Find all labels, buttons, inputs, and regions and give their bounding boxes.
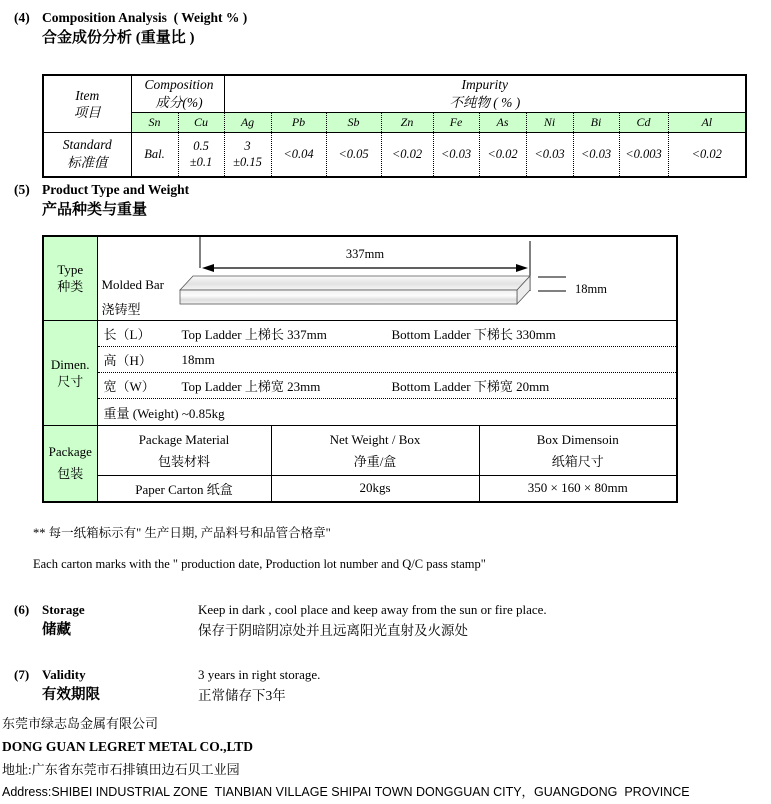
net-weight-header-en: Net Weight / Box bbox=[329, 431, 421, 447]
value-cell-cd: <0.003 bbox=[619, 133, 668, 177]
composition-header-cell bbox=[131, 75, 224, 113]
package-material-value: Paper Carton 纸盒 bbox=[97, 476, 271, 502]
package-material-header-en: Package Material bbox=[138, 431, 230, 447]
dimen-width-top: Top Ladder 上梯宽 23mm bbox=[181, 379, 321, 394]
validity-label bbox=[42, 665, 198, 706]
package-label-en: Package bbox=[48, 444, 92, 460]
dimen-length-label: 长（L） bbox=[103, 327, 151, 342]
section-4-title-en: Composition Analysis ( Weight % ) bbox=[42, 10, 248, 25]
value-cell-ni: <0.03 bbox=[526, 133, 573, 177]
storage-label-en: Storage bbox=[42, 601, 85, 617]
net-weight-header bbox=[271, 426, 479, 476]
value-cell-bi: <0.03 bbox=[573, 133, 619, 177]
dimen-height-label: 高（H） bbox=[103, 353, 152, 368]
section-7-validity bbox=[14, 665, 771, 706]
section-6-storage bbox=[14, 600, 771, 641]
type-name-en: Molded Bar bbox=[101, 276, 164, 292]
company-name-zh: 东莞市绿志岛金属有限公司 bbox=[2, 715, 159, 731]
standard-values-row bbox=[43, 133, 746, 177]
dimen-length-top: Top Ladder 上梯长 337mm bbox=[181, 327, 327, 342]
package-material-header bbox=[97, 426, 271, 476]
section-4-title-zh: 合金成份分析 (重量比 ) bbox=[42, 30, 195, 46]
composition-table bbox=[42, 74, 747, 178]
item-header-zh: 项目 bbox=[73, 105, 101, 120]
element-cell-cu: Cu bbox=[178, 113, 224, 133]
validity-label-zh: 有效期限 bbox=[42, 686, 100, 703]
company-footer bbox=[2, 712, 771, 804]
element-cell-ni: Ni bbox=[526, 113, 573, 133]
impurity-header-en: Impurity bbox=[461, 77, 509, 92]
dimen-length-row bbox=[98, 321, 677, 347]
molded-bar-diagram bbox=[98, 237, 676, 320]
section-5-number: (5) bbox=[14, 181, 30, 197]
dimen-weight-text: 重量 (Weight) ~0.85kg bbox=[103, 405, 225, 421]
dimen-content-cell bbox=[97, 321, 677, 426]
element-cell-as: As bbox=[479, 113, 526, 133]
standard-label-zh: 标准值 bbox=[67, 155, 108, 171]
element-cell-zn: Zn bbox=[381, 113, 433, 133]
package-material-header-zh: 包装材料 bbox=[157, 453, 210, 469]
validity-text bbox=[198, 665, 320, 706]
dim-height-label: 18mm bbox=[575, 281, 607, 296]
storage-text bbox=[198, 600, 547, 641]
section-4-header bbox=[14, 8, 771, 49]
dim-arrowhead-left bbox=[202, 264, 214, 272]
element-cell-cd: Cd bbox=[619, 113, 668, 133]
element-cell-pb: Pb bbox=[271, 113, 326, 133]
dimen-width-row bbox=[98, 373, 677, 399]
value-cell-cu: 0.5 ±0.1 bbox=[178, 133, 224, 177]
section-7-number: (7) bbox=[14, 666, 30, 682]
impurity-header-cell bbox=[224, 75, 746, 113]
type-name-zh: 浇铸型 bbox=[101, 301, 141, 317]
composition-header-en: Composition bbox=[144, 77, 214, 92]
standard-label-cell bbox=[43, 133, 131, 177]
dimen-height-row bbox=[98, 347, 677, 373]
company-address-zh: 地址:广东省东莞市石排镇田边石贝工业园 bbox=[2, 761, 240, 777]
storage-label-zh: 储藏 bbox=[42, 621, 71, 638]
dimen-width-bottom: Bottom Ladder 下梯宽 20mm bbox=[391, 379, 550, 394]
value-cell-sb: <0.05 bbox=[326, 133, 381, 177]
value-cell-as: <0.02 bbox=[479, 133, 526, 177]
validity-text-zh: 正常储存下3年 bbox=[198, 687, 286, 703]
bar-front-face bbox=[180, 290, 517, 304]
box-dimension-header bbox=[479, 426, 677, 476]
section-4-number: (4) bbox=[14, 10, 30, 25]
storage-label bbox=[42, 600, 198, 641]
product-table bbox=[42, 235, 678, 503]
dimen-label-cell bbox=[43, 321, 97, 426]
type-label-cell bbox=[43, 236, 97, 321]
type-content-cell bbox=[97, 236, 677, 321]
dimen-length-bottom: Bottom Ladder 下梯长 330mm bbox=[391, 327, 556, 342]
storage-text-en: Keep in dark , cool place and keep away from the sun or fire place. bbox=[198, 601, 547, 617]
box-dimension-value: 350 × 160 × 80mm bbox=[479, 476, 677, 502]
element-symbol-row bbox=[43, 113, 746, 133]
value-cell-pb: <0.04 bbox=[271, 133, 326, 177]
package-label-zh: 包装 bbox=[57, 466, 84, 482]
bar-top-face bbox=[180, 276, 530, 290]
dimen-height-value: 18mm bbox=[181, 351, 215, 367]
package-header-row bbox=[43, 426, 677, 476]
company-name-en: DONG GUAN LEGRET METAL CO.,LTD bbox=[2, 738, 254, 754]
type-label-zh: 种类 bbox=[57, 279, 84, 295]
box-dimension-header-en: Box Dimensoin bbox=[536, 431, 619, 447]
validity-text-en: 3 years in right storage. bbox=[198, 666, 321, 682]
box-dimension-header-zh: 纸箱尺寸 bbox=[551, 453, 604, 469]
element-cell-bi: Bi bbox=[573, 113, 619, 133]
section-5-titles bbox=[42, 180, 189, 221]
carton-note-zh: ** 每一纸箱标示有" 生产日期, 产品料号和品管合格章" bbox=[33, 525, 331, 540]
net-weight-value: 20kgs bbox=[271, 476, 479, 502]
type-row bbox=[43, 236, 677, 321]
dimen-weight-row bbox=[98, 399, 677, 425]
section-5-title-en: Product Type and Weight bbox=[42, 181, 190, 197]
package-label-cell bbox=[43, 426, 97, 502]
validity-label-en: Validity bbox=[42, 666, 86, 682]
dimen-width-label: 宽（W） bbox=[103, 379, 155, 394]
element-cell-sb: Sb bbox=[326, 113, 381, 133]
element-cell-sn: Sn bbox=[131, 113, 178, 133]
dimen-label-en: Dimen. bbox=[50, 357, 90, 372]
net-weight-header-zh: 净重/盒 bbox=[353, 453, 397, 469]
impurity-header-zh: 不纯物 ( % ) bbox=[449, 95, 521, 110]
dim-length-label: 337mm bbox=[345, 246, 385, 261]
section-6-number: (6) bbox=[14, 601, 30, 617]
company-address-en: Address:SHIBEI INDUSTRIAL ZONE TIANBIAN VILLAGE SHIPAI TOWN DONGGUAN CITY，GUANGDONG PROVINCE bbox=[2, 784, 690, 799]
element-cell-ag: Ag bbox=[224, 113, 271, 133]
element-cell-fe: Fe bbox=[433, 113, 479, 133]
value-cell-ag: 3 ±0.15 bbox=[224, 133, 271, 177]
type-label-en: Type bbox=[57, 262, 84, 278]
item-header-cell bbox=[43, 75, 131, 133]
storage-text-zh: 保存于阴暗阴凉处并且远离阳光直射及火源处 bbox=[198, 622, 468, 638]
value-cell-fe: <0.03 bbox=[433, 133, 479, 177]
standard-label-en: Standard bbox=[62, 137, 112, 153]
section-4-titles bbox=[42, 8, 247, 49]
section-5-header bbox=[14, 180, 771, 221]
item-header-en: Item bbox=[75, 88, 100, 103]
value-cell-al: <0.02 bbox=[668, 133, 746, 177]
value-cell-sn: Bal. bbox=[131, 133, 178, 177]
element-cell-al: Al bbox=[668, 113, 746, 133]
dim-arrowhead-right bbox=[516, 264, 528, 272]
dimen-label-zh: 尺寸 bbox=[57, 374, 84, 389]
section-5-title-zh: 产品种类与重量 bbox=[42, 201, 148, 218]
dimension-row bbox=[43, 321, 677, 426]
package-data-row bbox=[43, 476, 677, 502]
carton-note-en: Each carton marks with the " production date, Production lot number and Q/C pass stamp" bbox=[33, 556, 486, 571]
value-cell-zn: <0.02 bbox=[381, 133, 433, 177]
composition-header-zh: 成分(%) bbox=[155, 95, 203, 110]
